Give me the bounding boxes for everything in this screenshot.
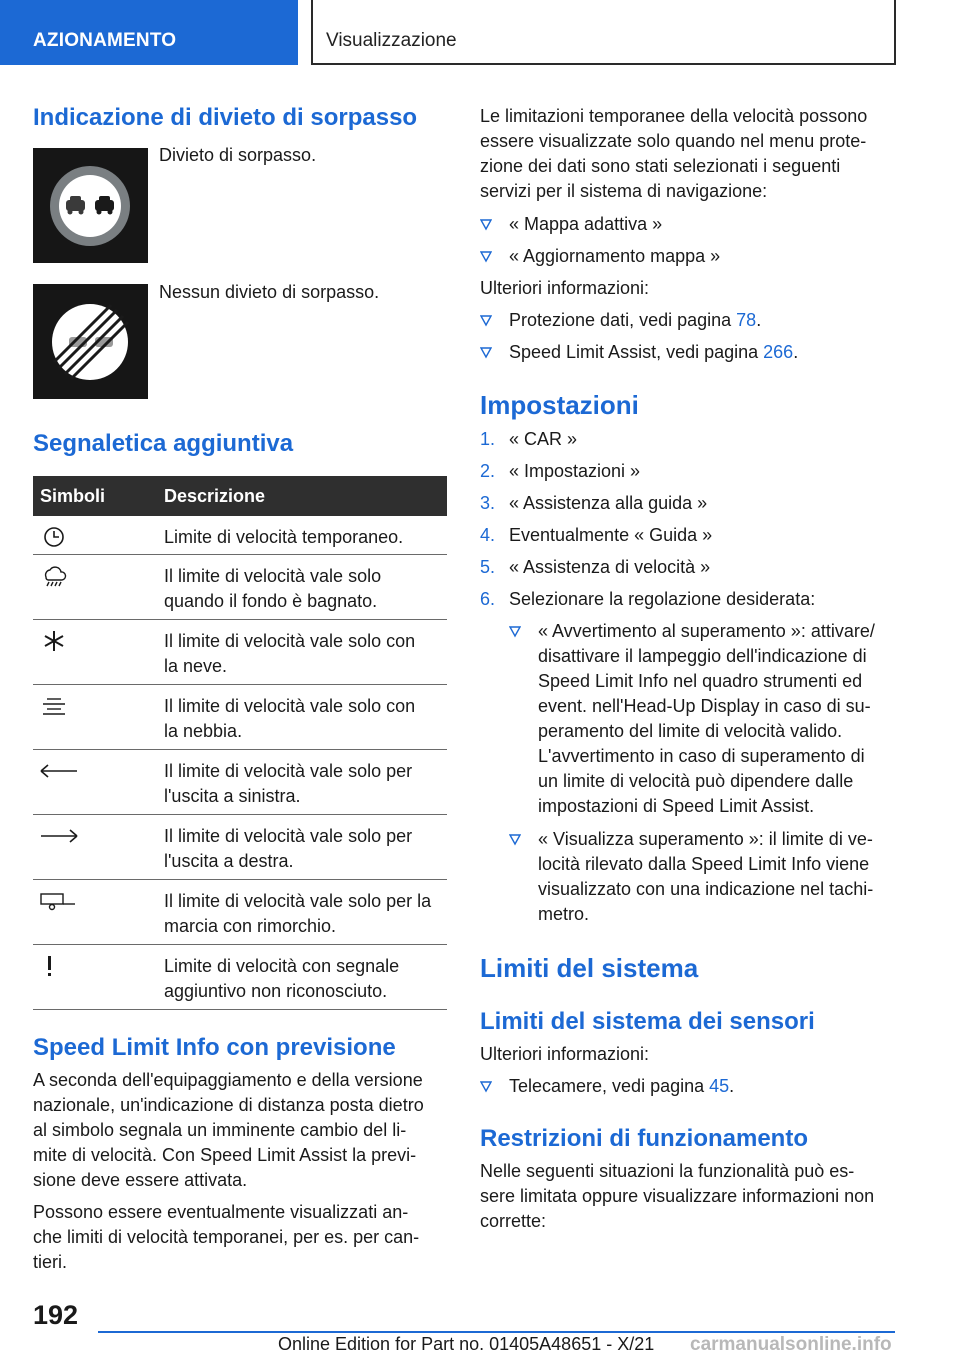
rain-cloud-icon (39, 565, 69, 587)
table-row (33, 620, 447, 685)
triangle-bullet-icon (480, 315, 492, 327)
triangle-bullet-icon (480, 347, 492, 359)
table-header (33, 476, 447, 516)
table-row (33, 750, 447, 815)
section-tab (0, 0, 298, 65)
page-link-78[interactable]: 78 (736, 310, 757, 330)
clock-icon (39, 526, 69, 548)
snowflake-icon (39, 630, 69, 652)
page-number: 192 (33, 1300, 79, 1330)
page-link-266[interactable]: 266 (763, 342, 794, 362)
heading-system-limits: Limiti del sistema (480, 953, 699, 983)
intro-paragraph: Le limitazioni temporanee della velocità possono essere visualizzate solo quando nel menu prote- zione dei dati sono stati selezionati i seguenti servizi per il sistema di navigazione: (480, 106, 868, 201)
heading-no-overtaking: Indicazione di divieto di sorpasso (33, 104, 418, 131)
more-info-label-2: Ulteriori informazioni: (480, 1044, 650, 1064)
restrictions-paragraph: Nelle seguenti situazioni la funzionalità può es- sere limitata oppure visualizzare informazioni non corrette: (480, 1161, 875, 1231)
table-row (33, 555, 447, 620)
trailer-icon (39, 890, 79, 912)
sign1-caption: Divieto di sorpasso. (159, 145, 317, 165)
footer-divider (98, 1331, 895, 1333)
additional-signs-table (33, 476, 447, 1010)
edition-text: Online Edition for Part no. 01405A48651 - X/21 (278, 1334, 655, 1354)
forecast-paragraph-1: A seconda dell'equipaggiamento e della versione nazionale, un'indicazione di distanza posta dietro al simbolo segnala un imminente cambio del li- mite di velocità. Con Speed Limit Assist la previ- sione deve essere attivata. (33, 1070, 424, 1190)
table-row (33, 516, 447, 555)
row-description: Il limite di velocità vale solo con la neve. (164, 631, 416, 676)
no-overtaking-sign-icon (33, 148, 148, 263)
forecast-paragraph-2: Possono essere eventualmente visualizzati an- che limiti di velocità temporanei, per es. per can- tieri. (33, 1202, 420, 1272)
end-no-overtaking-sign-image (33, 284, 148, 399)
chapter-title: Visualizzazione (326, 30, 457, 51)
exclamation-icon (39, 955, 69, 977)
more-info-label: Ulteriori informazioni: (480, 278, 650, 298)
triangle-bullet-icon (480, 219, 492, 231)
heading-forecast: Speed Limit Info con previsione (33, 1034, 396, 1061)
row-description: Il limite di velocità vale solo per l'uscita a sinistra. (164, 761, 413, 806)
heading-additional-signs: Segnaletica aggiuntiva (33, 430, 294, 457)
section-title: AZIONAMENTO (33, 30, 177, 51)
heading-settings: Impostazioni (480, 390, 639, 420)
heading-restrictions: Restrizioni di funzionamento (480, 1125, 808, 1152)
table-row (33, 815, 447, 880)
end-no-overtaking-sign-icon (33, 284, 148, 399)
page-link-45[interactable]: 45 (709, 1076, 730, 1096)
heading-sensor-limits: Limiti del sistema dei sensori (480, 1008, 815, 1035)
watermark: carmanualsonline.info (690, 1334, 892, 1355)
chapter-tab (311, 0, 896, 65)
row-description: Il limite di velocità vale solo con la nebbia. (164, 696, 416, 741)
row-description: Limite di velocità con segnale aggiuntivo non riconosciuto. (164, 956, 400, 1001)
row-description: Il limite di velocità vale solo per l'uscita a destra. (164, 826, 413, 871)
row-description: Il limite di velocità vale solo quando il fondo è bagnato. (164, 566, 382, 611)
row-description: Il limite di velocità vale solo per la marcia con rimorchio. (164, 891, 432, 936)
triangle-bullet-icon (509, 834, 521, 846)
column-header-symbols: Simboli (40, 486, 106, 506)
column-header-description: Descrizione (164, 486, 266, 506)
triangle-bullet-icon (480, 251, 492, 263)
arrow-right-icon (39, 825, 79, 847)
triangle-bullet-icon (480, 1081, 492, 1093)
fog-icon (39, 695, 69, 717)
triangle-bullet-icon (509, 626, 521, 638)
no-overtaking-sign-image (33, 148, 148, 263)
sign2-caption: Nessun divieto di sorpasso. (159, 282, 380, 302)
table-row (33, 945, 447, 1010)
row-description: Limite di velocità temporaneo. (164, 527, 404, 547)
table-row (33, 880, 447, 945)
arrow-left-icon (39, 760, 79, 782)
table-row (33, 685, 447, 750)
